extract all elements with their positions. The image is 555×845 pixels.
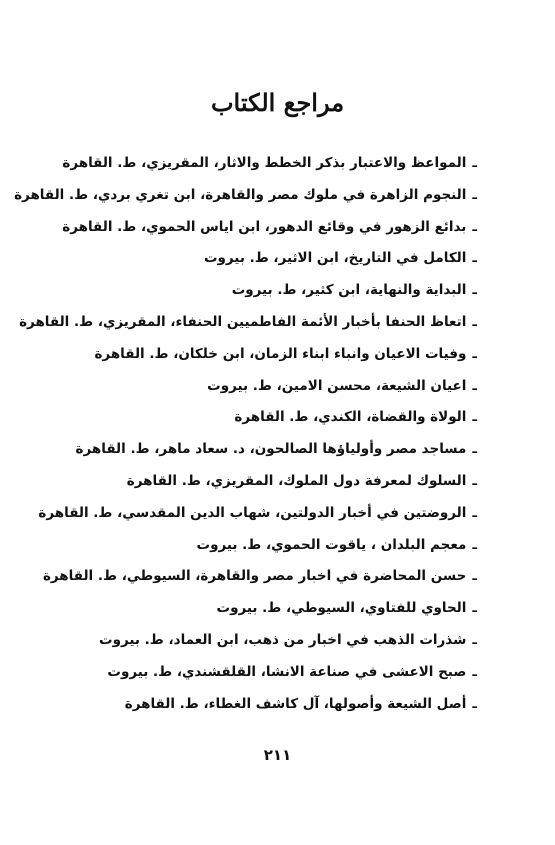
reference-text: وفيات الاعيان وانباء ابناء الزمان، ابن خلكان، ط. القاهرة [94,345,467,362]
reference-text: صبح الاعشى في صناعة الانشا، القلقشندي، ط. بيروت [107,663,467,680]
bullet-dash: ـ [472,282,477,299]
bullet-dash: ـ [472,218,477,235]
reference-text: شذرات الذهب في اخبار من ذهب، ابن العماد، ط. بيروت [99,631,467,648]
reference-item [14,184,477,216]
reference-item [97,661,477,693]
reference-item [97,693,477,725]
bullet-dash: ـ [472,186,477,203]
reference-text: اعيان الشيعة، محسن الامين، ط. بيروت [207,377,467,394]
bullet-dash: ـ [472,600,477,617]
reference-text: أصل الشيعة وأصولها، آل كاشف الغطاء، ط. القاهرة [124,695,467,712]
reference-text: معجم البلدان ، ياقوت الحموي، ط. بيروت [196,536,467,553]
reference-item [97,629,477,661]
reference-item [97,470,477,502]
reference-item [97,534,477,566]
reference-text: الكامل في التاريخ، ابن الاثير، ط. بيروت [203,250,467,267]
reference-item [97,375,477,407]
reference-text: النجوم الزاهرة في ملوك مصر والقاهرة، ابن تغري بردي، ط. القاهرة [14,186,467,203]
reference-item [94,343,477,375]
bullet-dash: ـ [472,441,477,458]
reference-text: البداية والنهاية، ابن كثير، ط. بيروت [231,282,467,299]
bullet-dash: ـ [472,695,477,712]
bullet-dash: ـ [472,377,477,394]
references-list [14,152,477,724]
bullet-dash: ـ [472,155,477,171]
bullet-dash: ـ [472,663,477,680]
reference-item [42,565,477,597]
reference-text: الولاة والقضاة، الكندي، ط. القاهرة [234,409,467,426]
reference-item [97,406,477,438]
bullet-dash: ـ [472,472,477,489]
reference-item [75,438,477,470]
reference-item [97,597,477,629]
bullet-dash: ـ [472,536,477,553]
reference-text: الحاوي للفتاوي، السيوطي، ط. بيروت [216,600,467,617]
reference-text: بدائع الزهور في وقائع الدهور، ابن اياس الحموي، ط. القاهرة [62,218,467,235]
bullet-dash: ـ [472,409,477,426]
reference-text: حسن المحاضرة في اخبار مصر والقاهرة، السيوطي، ط. القاهرة [42,568,467,585]
bullet-dash: ـ [472,504,477,521]
reference-text: الروضتين في أخبار الدولتين، شهاب الدين المقدسي، ط. القاهرة [38,504,467,521]
reference-item [38,502,477,534]
bullet-dash: ـ [472,631,477,648]
reference-text: المواعظ والاعتبار بذكر الخطط والاثار، المقريزي، ط. القاهرة [62,155,467,171]
reference-item [19,311,477,343]
bullet-dash: ـ [472,345,477,362]
bullet-dash: ـ [472,568,477,585]
bullet-dash: ـ [472,313,477,330]
reference-item [62,152,477,184]
reference-item [97,279,477,311]
reference-item [97,247,477,279]
page-number: ٢١١ [263,746,292,764]
reference-text: اتعاظ الحنفا بأخبار الأئمة الفاطميين الحنفاء، المقريزي، ط. القاهرة [19,313,467,330]
page-title: مراجع الكتاب [210,88,345,117]
bullet-dash: ـ [472,250,477,267]
reference-item [62,216,477,248]
reference-text: مساجد مصر وأولياؤها الصالحون، د. سعاد ماهر، ط. القاهرة [75,441,467,458]
reference-text: السلوك لمعرفة دول الملوك، المقريزي، ط. القاهرة [126,472,467,489]
